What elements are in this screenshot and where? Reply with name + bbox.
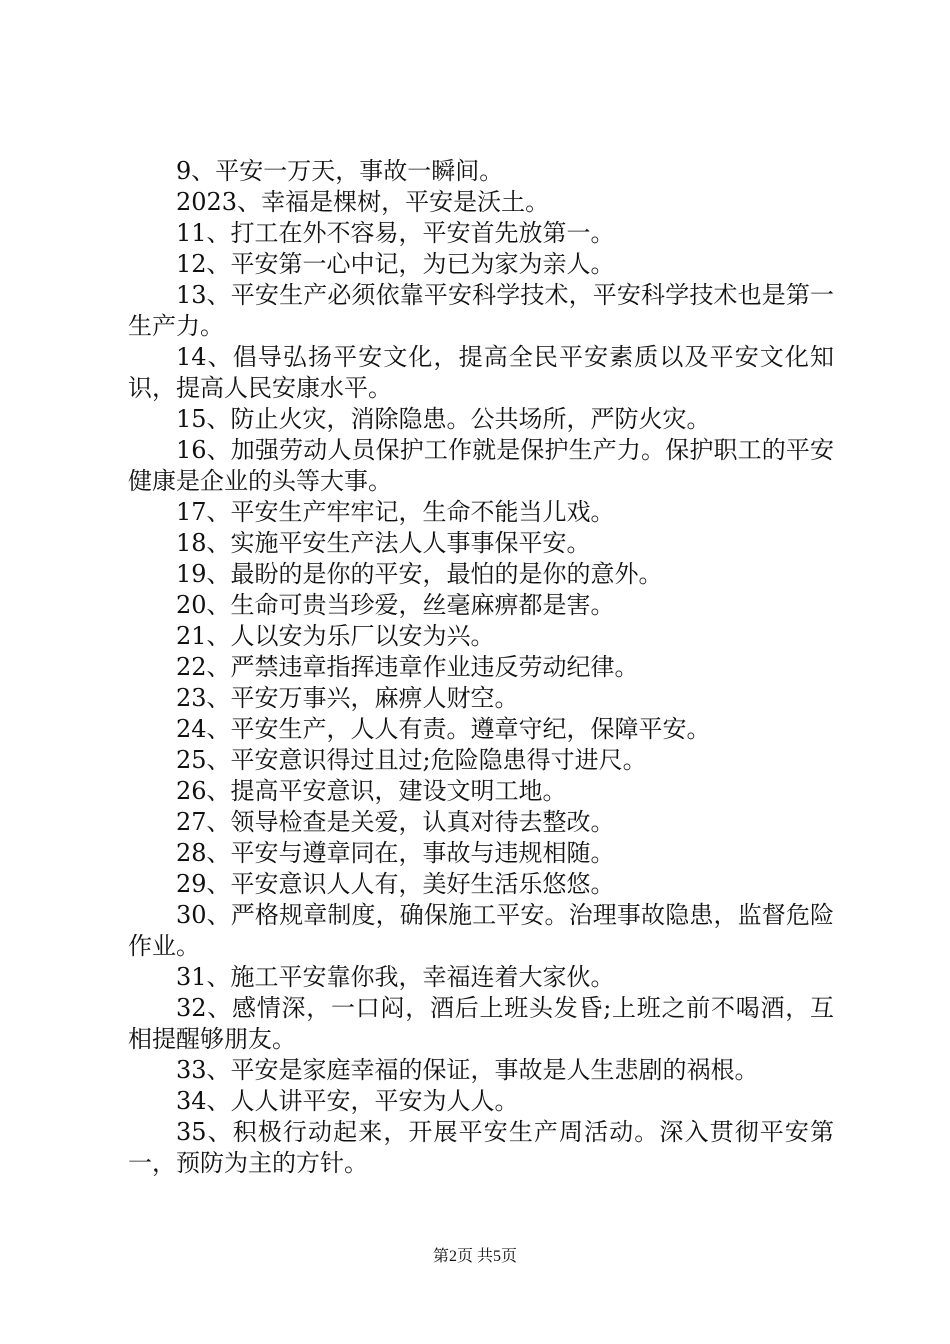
slogan-item: 18、实施平安生产法人人事事保平安。 (176, 529, 591, 557)
slogan-item: 14、倡导弘扬平安文化，提高全民平安素质以及平安文化知识，提高人民安康水平。 (128, 343, 834, 402)
slogan-item: 16、加强劳动人员保护工作就是保护生产力。保护职工的平安健康是企业的头等大事。 (128, 436, 834, 495)
slogan-item: 27、领导检查是关爱，认真对待去整改。 (176, 808, 615, 836)
slogan-item: 35、积极行动起来，开展平安生产周活动。深入贯彻平安第一，预防为主的方针。 (128, 1118, 834, 1177)
slogan-item: 25、平安意识得过且过;危险隐患得寸进尺。 (176, 746, 647, 774)
slogan-item: 23、平安万事兴，麻痹人财空。 (176, 684, 519, 712)
slogan-item: 32、感情深，一口闷，酒后上班头发昏;上班之前不喝酒，互相提醒够朋友。 (128, 994, 834, 1053)
slogan-item: 19、最盼的是你的平安，最怕的是你的意外。 (176, 560, 663, 588)
page-footer: 第2页 共5页 (432, 1248, 517, 1265)
slogan-item: 33、平安是家庭幸福的保证，事故是人生悲剧的祸根。 (176, 1056, 759, 1084)
slogan-item: 31、施工平安靠你我，幸福连着大家伙。 (176, 963, 615, 991)
slogan-item: 2023、幸福是棵树，平安是沃土。 (176, 188, 550, 216)
slogan-item: 26、提高平安意识，建设文明工地。 (176, 777, 567, 805)
document-body (128, 156, 834, 1179)
slogan-item: 28、平安与遵章同在，事故与违规相随。 (176, 839, 615, 867)
slogan-item: 20、生命可贵当珍爱，丝毫麻痹都是害。 (176, 591, 615, 619)
slogan-item: 22、严禁违章指挥违章作业违反劳动纪律。 (176, 653, 639, 681)
slogan-item: 24、平安生产，人人有责。遵章守纪，保障平安。 (176, 715, 711, 743)
slogan-item: 9、平安一万天，事故一瞬间。 (176, 157, 504, 185)
slogan-item: 15、防止火灾，消除隐患。公共场所，严防火灾。 (176, 405, 711, 433)
slogan-item: 17、平安生产牢牢记，生命不能当儿戏。 (176, 498, 615, 526)
slogan-item: 11、打工在外不容易，平安首先放第一。 (176, 219, 615, 247)
slogan-item: 12、平安第一心中记，为已为家为亲人。 (176, 250, 615, 278)
slogan-item: 34、人人讲平安，平安为人人。 (176, 1087, 519, 1115)
slogan-item: 29、平安意识人人有，美好生活乐悠悠。 (176, 870, 615, 898)
slogan-item: 21、人以安为乐厂以安为兴。 (176, 622, 495, 650)
slogan-item: 30、严格规章制度，确保施工平安。治理事故隐患，监督危险作业。 (128, 901, 834, 960)
slogan-item: 13、平安生产必须依靠平安科学技术，平安科学技术也是第一生产力。 (128, 281, 834, 340)
